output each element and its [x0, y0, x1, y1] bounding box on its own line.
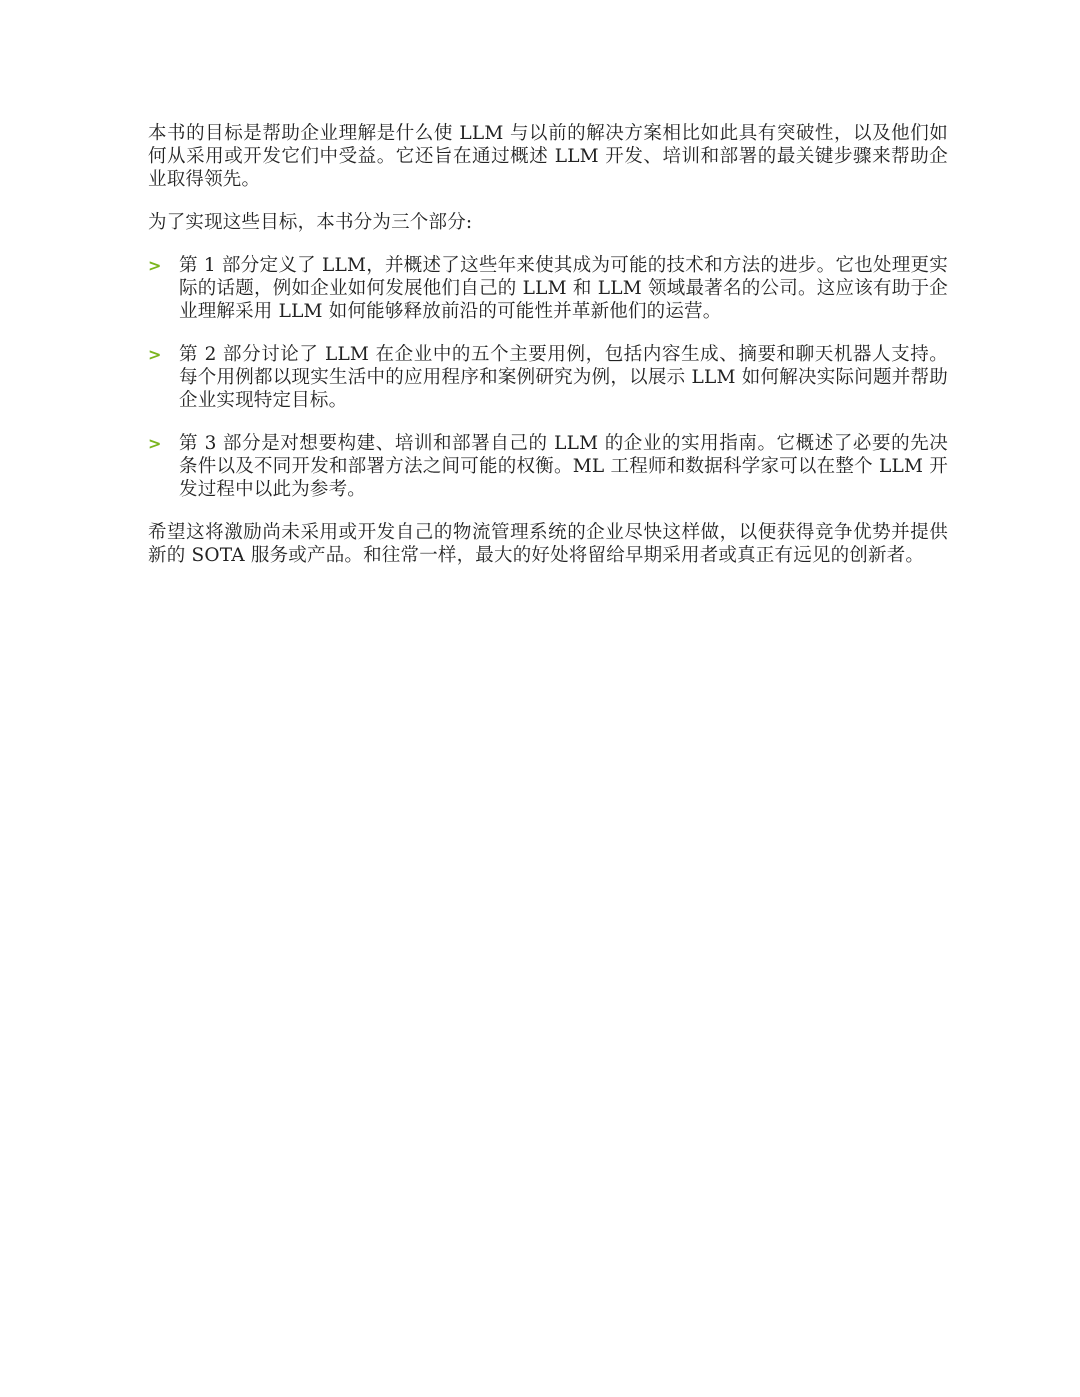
part-1-text: 第 1 部分定义了 LLM，并概述了这些年来使其成为可能的技术和方法的进步。它也处理更实际的话题，例如企业如何发展他们自己的 LLM 和 LLM 领域最著名的公司。这应该有助于企业理解采用 LLM 如何能够释放前沿的可能性并革新他们的运营。 [179, 255, 948, 322]
part-1-item [148, 254, 948, 323]
part-3-item [148, 432, 948, 501]
part-2-item [148, 343, 948, 412]
chevron-right-icon: > [148, 345, 162, 364]
closing-paragraph: 希望这将激励尚未采用或开发自己的物流管理系统的企业尽快这样做，以便获得竞争优势并提供新的 SOTA 服务或产品。和往常一样，最大的好处将留给早期采用者或真正有远见的创新者。 [148, 522, 948, 566]
parts-list [148, 254, 948, 501]
chevron-right-icon: > [148, 256, 162, 275]
document-page [148, 122, 948, 587]
intro-paragraph: 本书的目标是帮助企业理解是什么使 LLM 与以前的解决方案相比如此具有突破性，以及他们如何从采用或开发它们中受益。它还旨在通过概述 LLM 开发、培训和部署的最关键步骤来帮助企业取得领先。 [148, 123, 948, 190]
part-3-text: 第 3 部分是对想要构建、培训和部署自己的 LLM 的企业的实用指南。它概述了必要的先决条件以及不同开发和部署方法之间可能的权衡。ML 工程师和数据科学家可以在整个 LLM 开发过程中以此为参考。 [179, 433, 948, 500]
structure-lead-paragraph: 为了实现这些目标，本书分为三个部分: [148, 212, 473, 233]
chevron-right-icon: > [148, 434, 162, 453]
part-2-text: 第 2 部分讨论了 LLM 在企业中的五个主要用例，包括内容生成、摘要和聊天机器人支持。每个用例都以现实生活中的应用程序和案例研究为例，以展示 LLM 如何解决实际问题并帮助企业实现特定目标。 [179, 344, 948, 411]
